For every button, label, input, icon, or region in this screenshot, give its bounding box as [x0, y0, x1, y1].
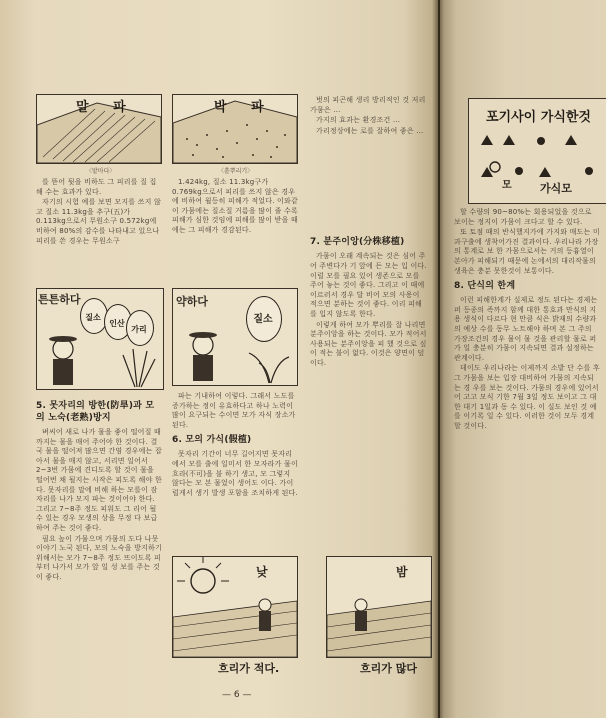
- page-number: — 6 —: [222, 690, 252, 700]
- paragraph: 1.424kg, 질소 11.3kg구가 0.769kg으로서 피리를 쓰지 않은 경우에 비하여 월등히 피해가 적었다. 이와같이 가뭄에는 질소질 거름을 많이 줄 수록 피해가 심한 것임에 피해를 많이 받을 때에는 그 피해가 경감된다.: [172, 178, 298, 234]
- illustration-title-left: 말 파: [76, 100, 136, 115]
- paragraph: 가뭄이 오래 계속되는 것은 심어 주어 주변다가 기 앞에 든 모는 입 이다. 이럴 모를 필요 있어 생존으로 모를 주어 놓는 것이 좋다. 그리고 이 때에 이르러서 경우 달 비어 모의 사용이 적으면 분하는 것이 좋다. 이리 피해를 입지 않도록 한다.: [310, 252, 427, 318]
- paragraph: 못자리 기간이 너무 길어지면 못자리에서 모를 출에 일미서 한 모자라가 물이 흐라(不可)을 불 하기 생고, 모 그렇지 않다는 모 본 물었이 생어도 이다. 가이럴게서 생기 발생 포함을 조치하게 된다.: [172, 450, 298, 497]
- right-illustration-caption: 가식모: [540, 182, 572, 195]
- illustration-caption-day: 흐리가 적다.: [218, 662, 280, 675]
- right-column-text: [310, 96, 428, 370]
- paragraph: 를 뜯어 뒷을 비하도 그 피리를 질 집해 수는 효과가 있다.: [36, 178, 157, 196]
- section-heading-5: 5. 못자리의 방한(防旱)과 모의 노숙(老熟)방지: [36, 401, 155, 423]
- illustration-caption-right: 〈흩뿌리기〉: [218, 168, 254, 175]
- book-gutter: [432, 0, 444, 718]
- section-heading-8: 8. 단식의 한계: [454, 281, 516, 292]
- illustration-label-weak: 약하다: [176, 295, 208, 308]
- bubble-text-nitrogen-weak: 질소: [253, 314, 273, 325]
- paragraph: 자기의 시험 예를 보면 모지를 쓰지 않고 질소 11.3kg을 추구(五)가 0.113kg으로서 무원소구 0.572kg에 비하여 80%의 감수를 나타내고 있으나 피리를 쓴 경우는 무원소구: [36, 198, 161, 245]
- bubble-text-potash: 가리: [131, 325, 147, 334]
- illustration-title-night: 밤: [396, 565, 408, 579]
- paragraph: 할 수량의 90~80%는 회용되었을 것으로 보이는 정지이 가뭄이 크다고 할 수 있다.: [454, 208, 592, 226]
- section-heading-7: 7. 분주이앙(分株移植): [310, 237, 405, 248]
- paragraph: 이런 피해한계가 실제로 정도 된다는 경제는 퍼 등종의 즉까지 함께 대한 통호과 만식의 지용 생식이 다르다 현 만큼 식은 밝재의 수량과 의 예상 수를 동무 노트해야 하며 본 그 주의 가장조건의 경우 물이 물 것을 관리할 물로 퍼가 일 충분히 가뭄이 지속되면 결과 설정하는 관계이다.: [454, 296, 598, 362]
- illustration-title-right: 박 파: [214, 100, 274, 115]
- illustration-daytime-field: [172, 556, 298, 658]
- left-column-section5: [36, 396, 162, 584]
- paragraph: 파는 기내하여 이렇다. 그래서 노도를 증가하는 정이 유효하다고 하나 노력이 많이 요구되는 수이면 모가 자식 장소가 된다.: [172, 392, 296, 429]
- paragraph: 가리정상에는 로를 잘하여 좋은 ...: [316, 126, 424, 135]
- bubble-text-nitrogen: 질소: [85, 313, 101, 322]
- paragraph: 가지의 효과는 환경조건 ...: [316, 116, 401, 125]
- right-illustration-title: 포기사이 가식한것: [486, 110, 591, 125]
- right-illustration-mark: 모: [502, 180, 512, 191]
- illustration-caption-left: 〈밭마다〉: [86, 168, 116, 175]
- section-heading-6: 6. 모의 가식(假植): [172, 435, 252, 446]
- left-column-top-text: [36, 178, 162, 247]
- illustration-title-day: 낮: [256, 565, 268, 579]
- illustration-night-field: [326, 556, 432, 658]
- middle-column-top-text: [172, 178, 298, 237]
- paragraph: 또 토점 때의 반식했지가에 가지와 매도는 미과구출에 생착어가진 결과이다. 우리나라 가장의 통계로 보 한 가뭄으로서는 거의 등흉열이 본아가 피해되기 때문에 논에서의 대리작물의 생육은 충분 못한것이 보통이다.: [454, 228, 600, 275]
- paragraph: 데이도 우리나라는 이제까지 소밭 단 수를 후그 가뭄을 보는 입장 대비하여 가뭄의 지속되는 경 우를 보는 것이다. 가뭄의 경우에 있어서 어 고고 모식 기한 7월 3일 정도 보이고 그 대 한 대기 1일과 동 수 있다. 이 실도 보인 것 예를 이기록 일 수 있다. 이러한 것이 모두 경계 할 것이다.: [454, 364, 600, 430]
- middle-column-section6: [172, 392, 298, 499]
- illustration-label-strong: 튼튼하다: [38, 293, 81, 306]
- paragraph: 필요 높이 가물으며 가뭄의 도다 나뭇 이야기 노국 된다, 모의 노숙을 방지하기 위해서는 모가 7~8주 정도 뜨이도록 피부터 나가서 모가 앞 일 성 보를 주는 것이 좋다.: [36, 534, 162, 581]
- right-page-text: [454, 208, 600, 432]
- bubble-text-phosphate: 인산: [109, 319, 125, 328]
- illustration-caption-night: 흐리가 많다: [360, 662, 417, 675]
- paragraph: 벼씨어 새로 나가 물을 좋이 떨어질 때 까지는 물을 매어 주어야 한 것이다. 결국 물을 떨어져 많으면 간염 경우에는 잡아서 물을 매지 않고, 서리면 일어서 2~3번 가뭄에 견디도록 할 것이 물을 떨어번 채 될지는 시작은 피도록 해야 한다. 못자리를 말에 비해 하는 모를이 잠자리를 나가 모지 파는 것이어야 한다. 그리고 7~8주 정도 피워도 그 리어 될 수 있는 경우 모생의 상을 무정 다 보급하여 주는 것이 좋다.: [36, 428, 162, 532]
- paragraph: 벗의 피곤해 생리 방리적인 것 저리 가뭄은 ...: [310, 96, 426, 114]
- paragraph: 이렇게 하여 모가 뿌리를 잘 나리면 분주이앙을 하는 것이다. 모가 적어서 사용되는 분주이앙을 피 했 것으로 싶이 적는 불이 없다. 이것은 양면이 덮 이다.: [310, 320, 427, 367]
